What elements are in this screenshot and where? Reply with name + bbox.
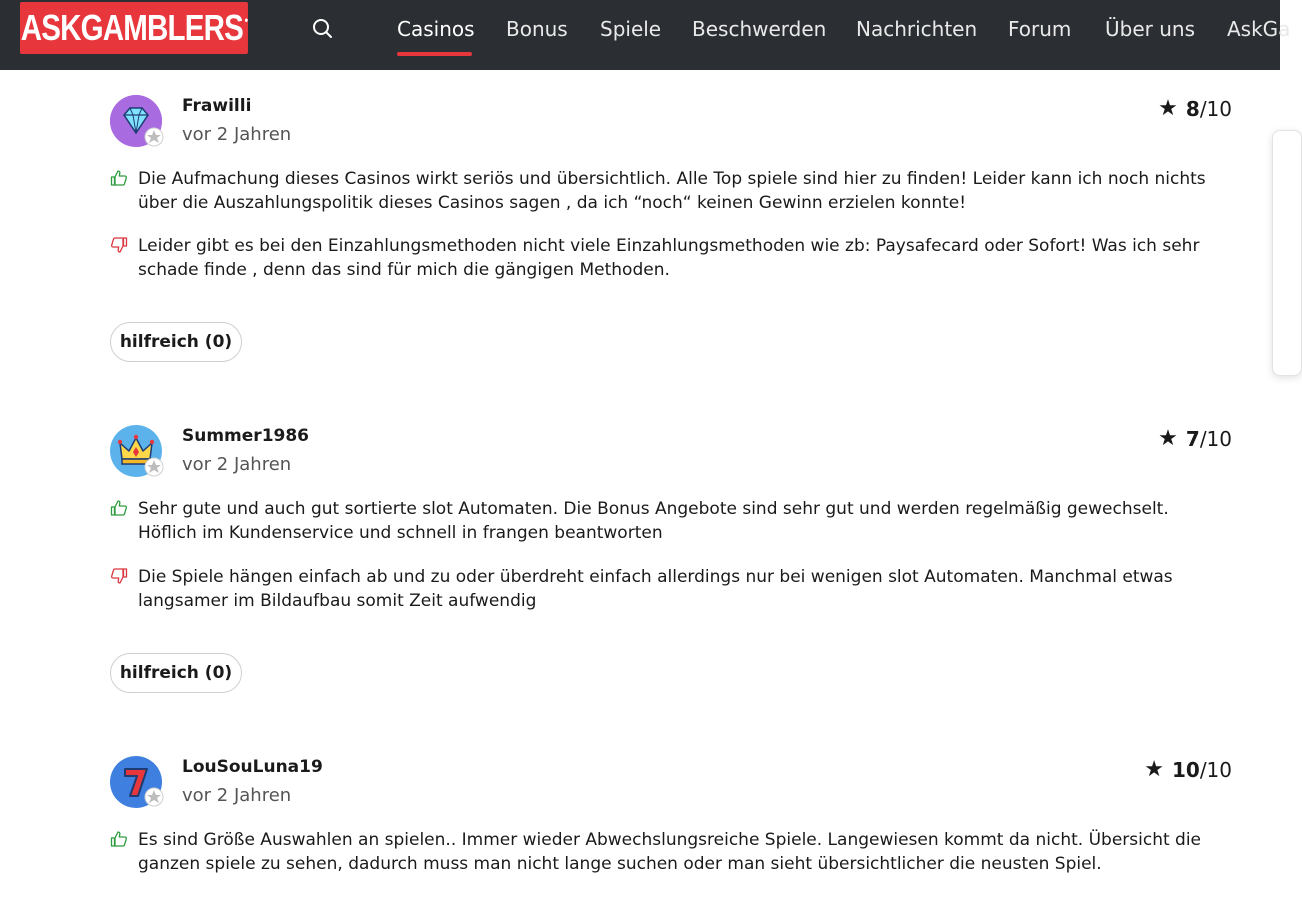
rating-max: /10 (1199, 757, 1232, 782)
logo-text: ASKGAMBLERS (20, 7, 243, 48)
pro-text: Es sind Größe Auswahlen an spielen.. Immer wieder Abwechslungsreiche Spiele. Langewiesen kommt da nicht. Übersicht die ganzen spiele zu sehen, dadurch muss man nicht lange suchen oder man sieht übersichtlicher die neusten Spiel. (138, 830, 1202, 874)
review-username[interactable]: LouSouLuna19 (182, 757, 323, 777)
rating-score: 8 (1185, 96, 1200, 121)
review-rating (1144, 757, 1232, 782)
thumbs-down-icon (110, 565, 138, 613)
review-username[interactable]: Frawilli (182, 96, 252, 116)
nav-spiele[interactable]: Spiele (600, 17, 662, 41)
nav-askgamblers[interactable]: AskGa (1227, 17, 1291, 41)
review-con (110, 234, 1230, 282)
review-rating (1158, 96, 1232, 121)
thumbs-down-icon (110, 234, 138, 282)
askgamblers-logo[interactable] (20, 2, 248, 54)
thumbs-up-icon (110, 497, 138, 545)
review-con (110, 565, 1230, 613)
star-icon: ★ (1144, 757, 1164, 782)
review-rating (1158, 426, 1232, 451)
user-badge-icon (144, 457, 164, 477)
nav-nachrichten[interactable]: Nachrichten (856, 17, 978, 41)
thumbs-up-icon (110, 828, 138, 876)
nav-forum[interactable]: Forum (1008, 17, 1072, 41)
con-text: Die Spiele hängen einfach ab und zu oder überdreht einfach allerdings nur bei wenigen slot Automaten. Manchmal etwas langsamer im Bildaufbau somit Zeit aufwendig (138, 567, 1173, 611)
review-date: vor 2 Jahren (182, 124, 292, 145)
nav-beschwerden[interactable]: Beschwerden (692, 17, 827, 41)
user-badge-icon (144, 127, 164, 147)
rating-score: 7 (1185, 426, 1200, 451)
nav-bonus[interactable]: Bonus (506, 17, 568, 41)
review-date: vor 2 Jahren (182, 785, 292, 806)
review-pro (110, 167, 1230, 215)
nav-ueber-uns[interactable]: Über uns (1105, 17, 1195, 41)
helpful-button[interactable]: hilfreich (0) (110, 322, 242, 362)
active-nav-indicator (397, 52, 472, 56)
helpful-button[interactable]: hilfreich (0) (110, 653, 242, 693)
review-username[interactable]: Summer1986 (182, 426, 310, 446)
pro-text: Die Aufmachung dieses Casinos wirkt seriös und übersichtlich. Alle Top spiele sind hier zu finden! Leider kann ich noch nichts über die Auszahlungspolitik dieses Casinos sagen , da ich “noch“ keinen Gewinn erzielen konnte! (138, 169, 1206, 213)
nav-casinos[interactable]: Casinos (397, 17, 475, 41)
rating-score: 10 (1171, 757, 1200, 782)
thumbs-up-icon (110, 167, 138, 215)
top-navigation-bar (0, 0, 1291, 70)
review-pro (110, 497, 1230, 545)
star-icon: ★ (1158, 426, 1178, 451)
pro-text: Sehr gute und auch gut sortierte slot Automaten. Die Bonus Angebote sind sehr gut und werden regelmäßig gewechselt. Höflich im Kundenservice und schnell in frangen beantworten (138, 499, 1169, 543)
rating-max: /10 (1199, 96, 1232, 121)
con-text: Leider gibt es bei den Einzahlungsmethoden nicht viele Einzahlungsmethoden wie zb: Paysafecard oder Sofort! Was ich sehr schade finde , denn das sind für mich die gängigen Methoden. (138, 236, 1200, 280)
logo-mark: • (244, 13, 248, 27)
star-icon: ★ (1158, 96, 1178, 121)
side-panel-edge (1272, 130, 1302, 376)
review-pro (110, 828, 1230, 876)
search-icon[interactable] (308, 14, 338, 44)
review-date: vor 2 Jahren (182, 454, 292, 475)
rating-max: /10 (1199, 426, 1232, 451)
user-badge-icon (144, 787, 164, 807)
